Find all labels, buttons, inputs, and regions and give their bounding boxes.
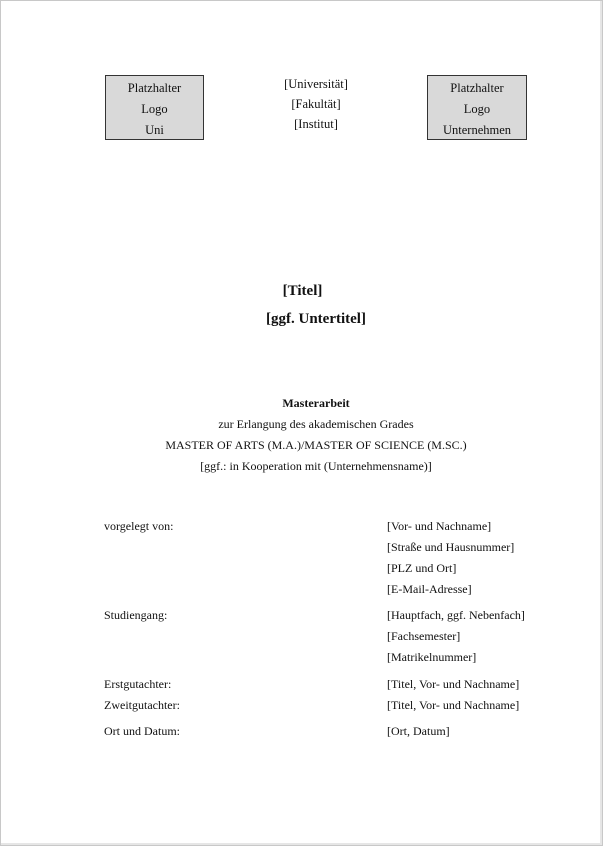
place-date: [Ort, Datum] bbox=[387, 724, 450, 738]
logo-line: Logo bbox=[141, 102, 168, 116]
author-name: [Vor- und Nachname] bbox=[387, 519, 492, 533]
logo-line: Platzhalter bbox=[127, 81, 182, 95]
faculty-name: [Fakultät] bbox=[291, 97, 341, 111]
thesis-purpose: zur Erlangung des akademischen Grades bbox=[218, 417, 414, 431]
matriculation-number: [Matrikelnummer] bbox=[387, 650, 477, 664]
second-examiner-value bbox=[387, 695, 519, 716]
place-date-label: Ort und Datum: bbox=[104, 724, 180, 738]
submitted-by-values bbox=[387, 516, 514, 600]
first-examiner-value bbox=[387, 674, 519, 695]
thesis-title: [Titel] bbox=[282, 283, 323, 299]
submitted-by-label: vorgelegt von: bbox=[104, 519, 174, 533]
thesis-info bbox=[1, 393, 605, 477]
institution-block bbox=[251, 74, 381, 134]
first-examiner-label: Erstgutachter: bbox=[104, 677, 172, 691]
thesis-type: Masterarbeit bbox=[282, 396, 350, 410]
second-examiner-label: Zweitgutachter: bbox=[104, 698, 180, 712]
logo-line: Logo bbox=[463, 102, 491, 116]
thesis-subtitle: [ggf. Untertitel] bbox=[266, 311, 366, 327]
company-logo-placeholder bbox=[427, 75, 527, 140]
program-values bbox=[387, 605, 525, 668]
university-logo-placeholder bbox=[105, 75, 204, 140]
program-label: Studiengang: bbox=[104, 608, 168, 622]
logo-line: Platzhalter bbox=[450, 81, 504, 95]
author-email: [E-Mail-Adresse] bbox=[387, 582, 472, 596]
institute-name: [Institut] bbox=[294, 117, 338, 131]
major: [Hauptfach, ggf. Nebenfach] bbox=[387, 608, 525, 622]
second-examiner-name: [Titel, Vor- und Nachname] bbox=[387, 698, 520, 712]
first-examiner-name: [Titel, Vor- und Nachname] bbox=[387, 677, 520, 691]
logo-line: Uni bbox=[145, 123, 164, 137]
university-name: [Universität] bbox=[284, 77, 348, 91]
logo-line: Unternehmen bbox=[442, 123, 512, 137]
semester: [Fachsemester] bbox=[387, 629, 461, 643]
author-city: [PLZ und Ort] bbox=[387, 561, 457, 575]
place-date-value bbox=[387, 721, 450, 742]
author-street: [Straße und Hausnummer] bbox=[387, 540, 515, 554]
thesis-degree: MASTER OF ARTS (M.A.)/MASTER OF SCIENCE (M.SC.) bbox=[165, 438, 467, 452]
thesis-cooperation: [ggf.: in Kooperation mit (Unternehmensname)] bbox=[200, 459, 432, 473]
